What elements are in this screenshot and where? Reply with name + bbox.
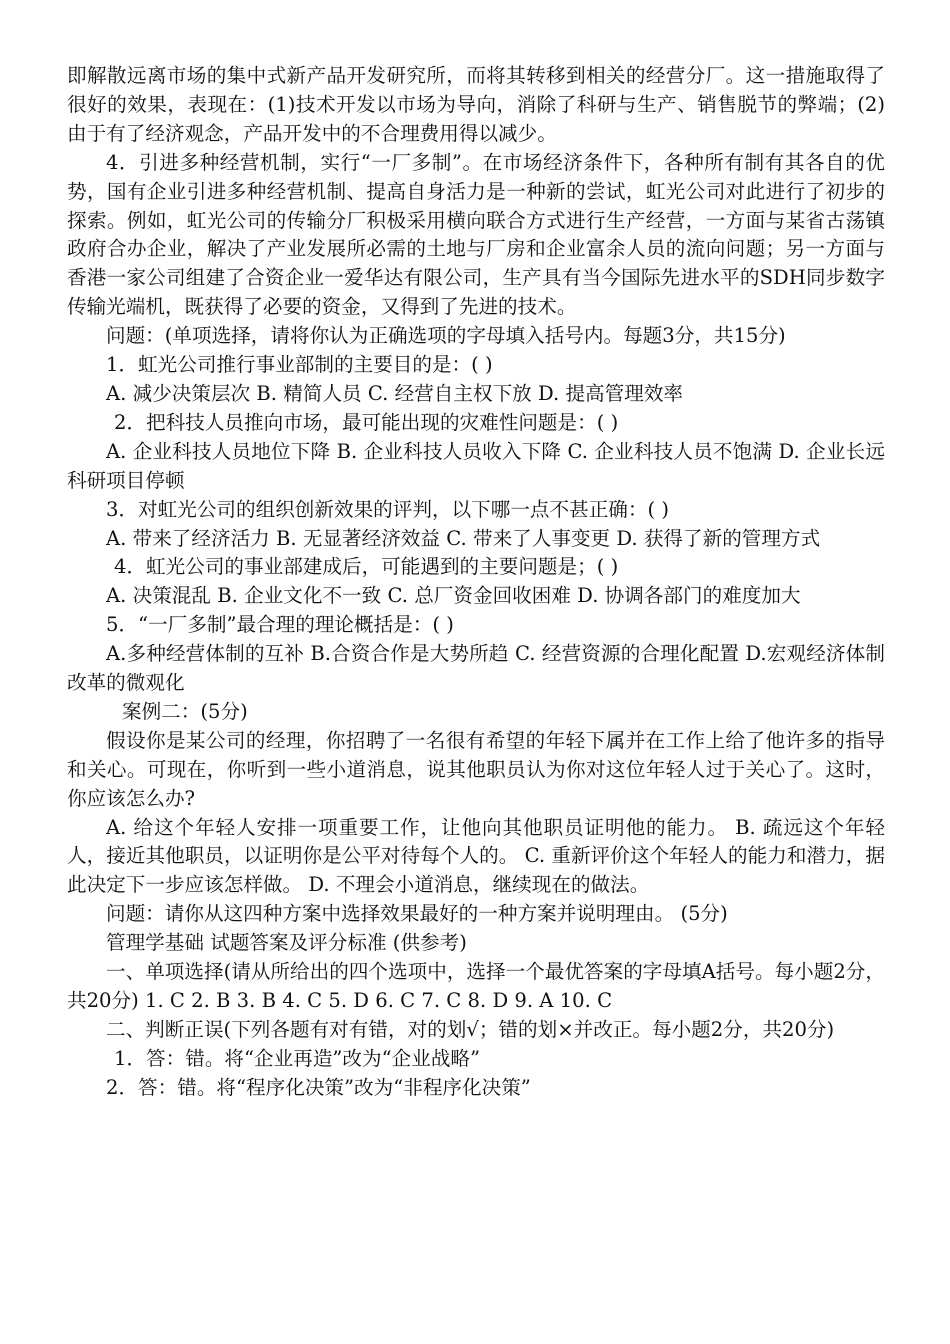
case2-options: A. 给这个年轻人安排一项重要工作，让他向其他职员证明他的能力。 B. 疏远这个年轻人，接近其他职员，以证明你是公平对待每个人的。 C. 重新评价这个年轻人的能力和潜力，据此决定下一步应该怎样做。 D. 不理会小道消息，继续现在的做法。 [67, 815, 885, 897]
answer-key-title: 管理学基础 试题答案及评分标准 (供参考) [106, 931, 467, 955]
question-4-options: A. 决策混乱 B. 企业文化不一致 C. 总厂资金回收困难 D. 协调各部门的难度加大 [106, 584, 801, 608]
question-2: 2．把科技人员推向市场，最可能出现的灾难性问题是：( ) [114, 410, 619, 434]
question-5-options: A.多种经营体制的互补 B.合资合作是大势所趋 C. 经营资源的合理化配置 D.宏观经济体制改革的微观化 [67, 642, 885, 695]
question-1: 1．虹光公司推行事业部制的主要目的是：( ) [106, 353, 493, 377]
document-page [67, 62, 885, 1103]
question-4: 4．虹光公司的事业部建成后，可能遇到的主要问题是；( ) [114, 555, 619, 579]
question-1-options: A. 减少决策层次 B. 精简人员 C. 经营自主权下放 D. 提高管理效率 [106, 381, 684, 405]
case2-question: 问题：请你从这四种方案中选择效果最好的一种方案并说明理由。 (5分) [106, 902, 728, 926]
question-3: 3．对虹光公司的组织创新效果的评判，以下哪一点不甚正确：( ) [106, 497, 670, 521]
question-3-options: A. 带来了经济活力 B. 无显著经济效益 C. 带来了人事变更 D. 获得了新的管理方式 [106, 526, 821, 550]
question-2-options: A. 企业科技人员地位下降 B. 企业科技人员收入下降 C. 企业科技人员不饱满 D. 企业长远科研项目停顿 [67, 439, 885, 492]
answer-section-1: 一、单项选择(请从所给出的四个选项中，选择一个最优答案的字母填A括号。每小题2分，共20分) 1. C 2. B 3. B 4. C 5. D 6. C 7. C 8. D 9. A 10. C [67, 960, 885, 1012]
case2-heading: 案例二：(5分) [122, 699, 248, 723]
paragraph-case1-measure3-result: 即解散远离市场的集中式新产品开发研究所，而将其转移到相关的经营分厂。这一措施取得了很好的效果，表现在：(1)技术开发以市场为导向，消除了科研与生产、销售脱节的弊端；(2)由于有了经济观念，产品开发中的不合理费用得以减少。 [67, 64, 885, 145]
answer-section-2: 二、判断正误(下列各题有对有错，对的划√；错的划×并改正。每小题2分，共20分) [106, 1017, 835, 1041]
paragraph-case1-measure4: 4．引进多种经营机制，实行“一厂多制”。在市场经济条件下，各种所有制有其各自的优势，国有企业引进多种经营机制、提高自身活力是一种新的尝试，虹光公司对此进行了初步的探索。例如，虹光公司的传输分厂积极采用横向联合方式进行生产经营，一方面与某省古荡镇政府合办企业，解决了产业发展所必需的土地与厂房和企业富余人员的流向问题；另一方面与香港一家公司组建了合资企业一爱华达有限公司，生产具有当今国际先进水平的SDH同步数字传输光端机，既获得了必要的资金，又得到了先进的技术。 [67, 150, 885, 319]
question-5: 5．“一厂多制”最合理的理论概括是：( ) [106, 613, 454, 637]
question-instructions: 问题：(单项选择，请将你认为正确选项的字母填入括号内。每题3分，共15分) [106, 324, 786, 348]
answer-tf-2: 2．答：错。将“程序化决策”改为“非程序化决策” [106, 1075, 531, 1099]
answer-tf-1: 1．答：错。将“企业再造”改为“企业战略” [114, 1046, 481, 1070]
case2-scenario: 假设你是某公司的经理，你招聘了一名很有希望的年轻下属并在工作上给了他许多的指导和关心。可现在，你听到一些小道消息，说其他职员认为你对这位年轻人过于关心了。这时，你应该怎么办? [67, 728, 885, 810]
